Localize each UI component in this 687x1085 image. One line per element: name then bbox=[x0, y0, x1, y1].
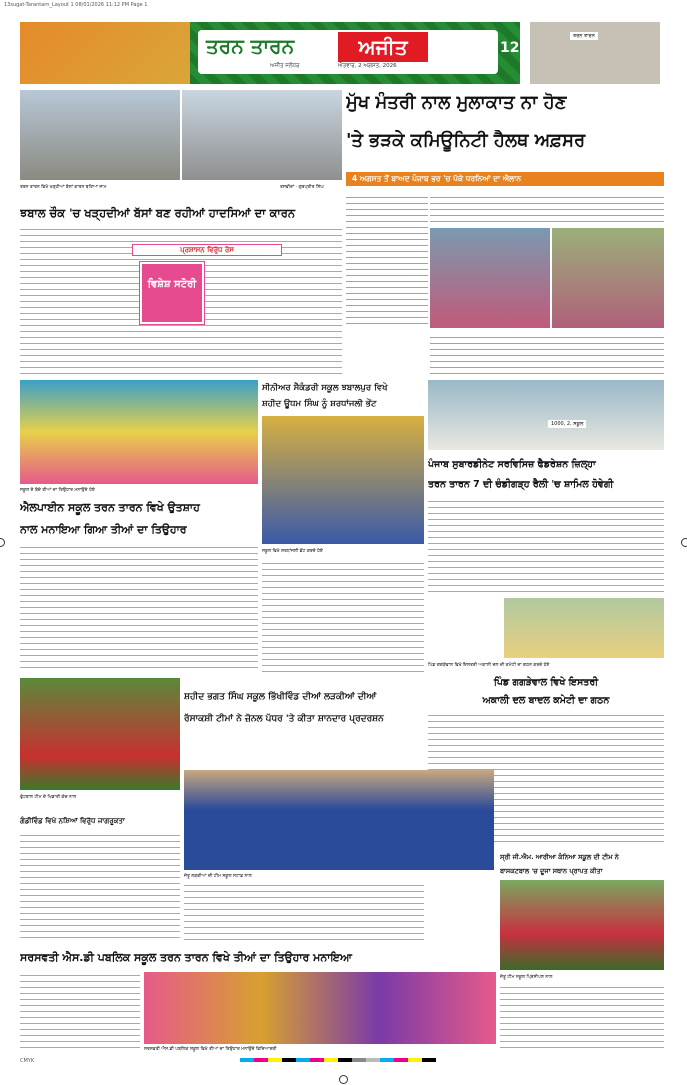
teej-photo bbox=[20, 380, 258, 484]
masthead-panel bbox=[198, 30, 498, 74]
federation-photo bbox=[428, 380, 664, 450]
federation-banner-text: 1000, 2, ਸਕੂਲ bbox=[548, 420, 586, 428]
page-number: 12 bbox=[500, 40, 520, 56]
tribute-photo-caption: ਸਕੂਲ ਵਿਖੇ ਸ਼ਰਧਾਂਜਲੀ ਭੇਂਟ ਕਰਦੇ ਹੋਏ bbox=[262, 549, 323, 554]
saraswati-body-text bbox=[20, 972, 140, 1052]
tug-photo-caption: ਜੇਤੂ ਲੜਕੀਆਂ ਦੀ ਟੀਮ ਸਕੂਲ ਸਟਾਫ਼ ਨਾਲ bbox=[184, 874, 252, 879]
lead-body-text bbox=[346, 194, 428, 324]
federation-headline-1: ਪੰਜਾਬ ਸੁਬਾਰਡੀਨੇਟ ਸਰਵਿਸਿਜ਼ ਫੈਡਰੇਸ਼ਨ ਜ਼ਿਲ੍ਹਾ bbox=[428, 459, 596, 470]
registration-mark-icon bbox=[0, 538, 5, 547]
protest-photo-1 bbox=[430, 228, 550, 328]
tribute-photo bbox=[262, 416, 424, 544]
arya-photo bbox=[500, 880, 664, 970]
tug-headline-1: ਸ਼ਹੀਦ ਭਗਤ ਸਿੰਘ ਸਕੂਲ ਭਿੱਖੀਵਿੰਡ ਦੀਆਂ ਲੜਕੀਆਂ ਦੀਆਂ bbox=[184, 692, 377, 702]
cmyk-label: CMYK bbox=[20, 1058, 35, 1064]
lead-headline-2: 'ਤੇ ਭੜਕੇ ਕਮਿਊਨਿਟੀ ਹੈਲਥ ਅਫ਼ਸਰ bbox=[346, 130, 586, 151]
arya-body-text bbox=[500, 984, 664, 1050]
masthead-city: ਤਰਨ ਤਾਰਨ bbox=[206, 34, 295, 58]
alpine-headline-1: ਐਲਪਾਈਨ ਸਕੂਲ ਤਰਨ ਤਾਰਨ ਵਿਖੇ ਉਤਸ਼ਾਹ bbox=[20, 501, 200, 514]
tribute-body-text bbox=[262, 560, 424, 672]
saraswati-photo-caption: ਸਰਸਵਤੀ ਐਸ.ਡੀ ਪਬਲਿਕ ਸਕੂਲ ਵਿਖੇ ਤੀਆਂ ਦਾ ਤਿਉਹਾਰ ਮਨਾਉਂਦੇ ਵਿਦਿਆਰਥੀ bbox=[144, 1047, 277, 1052]
teej-photo-caption: ਸਕੂਲ ਦੇ ਬੱਚੇ ਤੀਆਂ ਦਾ ਤਿਉਹਾਰ ਮਨਾਉਂਦੇ ਹੋਏ bbox=[20, 488, 95, 493]
registration-mark-icon bbox=[681, 538, 687, 547]
lead-body-text bbox=[430, 194, 664, 224]
masthead-date: ਐਤਵਾਰ, 2 ਅਗਸਤ, 2026 bbox=[338, 63, 397, 69]
traffic-subhead: ਪ੍ਰਸ਼ਾਸਨ ਵਿਰੁੱਧ ਰੋਸ bbox=[132, 244, 282, 256]
lead-body-text bbox=[430, 334, 664, 374]
registration-mark-icon bbox=[339, 1075, 348, 1084]
lead-headline-1: ਮੁੱਖ ਮੰਤਰੀ ਨਾਲ ਮੁਲਾਕਾਤ ਨਾ ਹੋਣ bbox=[346, 92, 567, 113]
alpine-body-text bbox=[20, 544, 258, 672]
arya-headline-2: ਬਾਸਕਟਬਾਲ 'ਚ ਦੂਜਾ ਸਥਾਨ ਪ੍ਰਾਪਤ ਕੀਤਾ bbox=[500, 867, 603, 875]
bus-photo bbox=[20, 90, 180, 180]
football-photo bbox=[20, 678, 180, 790]
masthead-photo-right bbox=[530, 22, 660, 84]
tug-headline-2: ਰੱਸਾਕਸ਼ੀ ਟੀਮਾਂ ਨੇ ਜ਼ੋਨਲ ਪੱਧਰ 'ਤੇ ਕੀਤਾ ਸ਼ਾਨਦਾਰ ਪ੍ਰਦਰਸ਼ਨ bbox=[184, 714, 384, 724]
arya-photo-caption: ਜੇਤੂ ਟੀਮ ਸਕੂਲ ਪ੍ਰਿੰਸੀਪਲ ਨਾਲ bbox=[500, 975, 553, 980]
akali-photo bbox=[504, 598, 664, 658]
tug-body-text bbox=[184, 882, 424, 940]
traffic-caption-left: ਤਰਨ ਤਾਰਨ ਵਿਖੇ ਖੜ੍ਹੀਆਂ ਬੱਸਾਂ ਕਾਰਨ ਬਣਿਆ ਜਾਮ bbox=[20, 185, 107, 190]
masthead-badge: ਤਰਨ ਤਾਰਨ bbox=[570, 32, 598, 40]
traffic-caption-right: ਤਸਵੀਰਾਂ - ਗੁਰਪ੍ਰੀਤ ਸਿੰਘ bbox=[280, 185, 324, 190]
masthead-photo bbox=[20, 22, 190, 84]
saraswati-headline: ਸਰਸਵਤੀ ਐਸ.ਡੀ ਪਬਲਿਕ ਸਕੂਲ ਤਰਨ ਤਾਰਨ ਵਿਖੇ ਤੀਆਂ ਦਾ ਤਿਉਹਾਰ ਮਨਾਇਆ bbox=[20, 951, 352, 964]
saraswati-photo bbox=[144, 972, 496, 1044]
akali-photo-caption: ਪਿੰਡ ਗਗੜੇਵਾਲ ਵਿਖੇ ਇਸਤਰੀ ਅਕਾਲੀ ਦਲ ਦੀ ਕਮੇਟੀ ਦਾ ਗਠਨ ਕਰਦੇ ਹੋਏ bbox=[428, 663, 550, 668]
federation-body-text bbox=[428, 498, 664, 594]
akali-headline-1: ਪਿੰਡ ਗਗੜੇਵਾਲ ਵਿਖੇ ਇਸਤਰੀ bbox=[493, 677, 599, 688]
traffic-headline: ਝਬਾਲ ਚੌਕ 'ਚ ਖੜ੍ਹਦੀਆਂ ਬੱਸਾਂ ਬਣ ਰਹੀਆਂ ਹਾਦਸਿਆਂ ਦਾ ਕਾਰਨ bbox=[20, 206, 296, 220]
tribute-headline-2: ਸ਼ਹੀਦ ਊਧਮ ਸਿੰਘ ਨੂੰ ਸ਼ਰਧਾਂਜਲੀ ਭੇਂਟ bbox=[262, 399, 377, 409]
special-story-label: ਵਿਸ਼ੇਸ਼ ਸਟੋਰੀ bbox=[147, 279, 197, 290]
football-photo-caption: ਫੁੱਟਬਾਲ ਟੀਮ ਦੇ ਖਿਡਾਰੀ ਕੋਚ ਨਾਲ bbox=[20, 795, 77, 800]
masthead-subline: ਅਜੀਤ ਜਲੰਧਰ bbox=[270, 63, 300, 69]
alpine-headline-2: ਨਾਲ ਮਨਾਇਆ ਗਿਆ ਤੀਆਂ ਦਾ ਤਿਉਹਾਰ bbox=[20, 523, 187, 536]
tribute-headline-1: ਸੀਨੀਅਰ ਸੈਕੰਡਰੀ ਸਕੂਲ ਝਬਾਲਪੁਰ ਵਿਖੇ bbox=[262, 383, 388, 393]
masthead-paper-name: ਅਜੀਤ bbox=[338, 32, 428, 62]
arya-headline-1: ਸ੍ਰੀ ਜੀ.ਐਮ. ਆਰੀਆ ਕੰਨਿਆ ਸਕੂਲ ਦੀ ਟੀਮ ਨੇ bbox=[500, 853, 619, 861]
cars-photo bbox=[182, 90, 342, 180]
football-body-text bbox=[20, 832, 180, 940]
federation-headline-2: ਤਰਨ ਤਾਰਨ 7 ਦੀ ਚੰਡੀਗੜ੍ਹ ਰੈਲੀ 'ਚ ਸ਼ਾਮਿਲ ਹੋਵੇਗੀ bbox=[428, 479, 614, 490]
print-slug: 13sugat-Tarantarn_Layout 1 08/01/2026 11:12 PM Page 1 bbox=[4, 2, 148, 8]
lead-kicker: 4 ਅਗਸਤ ਤੋਂ ਬਾਅਦ ਪੰਜਾਬ ਭਰ 'ਚ ਪੱਕੇ ਧਰਨਿਆਂ ਦਾ ਐਲਾਨ bbox=[346, 172, 664, 186]
color-bar-icon bbox=[240, 1058, 450, 1063]
football-headline: ਗੰਡੀਵਿੰਡ ਵਿਖੇ ਨਸ਼ਿਆਂ ਵਿਰੁੱਧ ਜਾਗਰੂਕਤਾ bbox=[20, 817, 125, 825]
special-story-badge bbox=[140, 262, 204, 324]
tug-photo bbox=[184, 770, 494, 870]
akali-headline-2: ਅਕਾਲੀ ਦਲ ਬਾਦਲ ਕਮੇਟੀ ਦਾ ਗਠਨ bbox=[482, 695, 610, 706]
protest-photo-2 bbox=[552, 228, 664, 328]
